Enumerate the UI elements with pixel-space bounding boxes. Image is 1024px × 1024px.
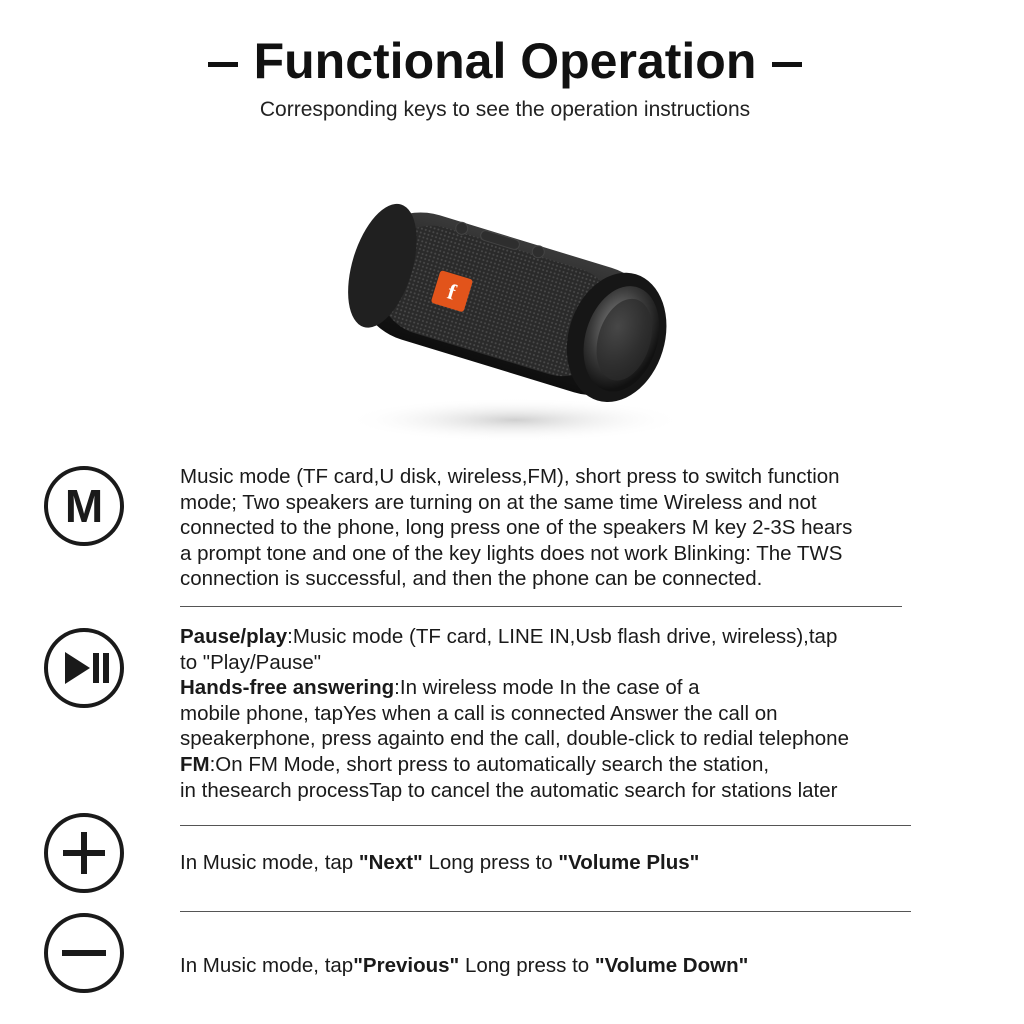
page-title [0, 32, 1010, 90]
play-pause-icon [44, 628, 124, 708]
m-key-description [180, 464, 900, 592]
minus-long-action: "Volume Down" [594, 954, 749, 977]
handsfree-text: :In wireless mode In the case of a [394, 676, 700, 700]
page-subtitle: Corresponding keys to see the operation instructions [259, 98, 751, 121]
m-key-line: connection is successful, and then the phone can be connected. [180, 567, 763, 591]
section-divider [180, 825, 911, 826]
play-line-5: speakerphone, press againto end the call, double-click to redial telephone [180, 727, 849, 751]
play-line-2: to "Play/Pause" [180, 650, 322, 674]
handsfree-label: Hands-free answering [180, 676, 395, 700]
play-line-3 [180, 675, 900, 701]
play-line-6 [180, 752, 900, 778]
minus-action: "Previous" [353, 954, 460, 977]
plus-long-action: "Volume Plus" [558, 851, 700, 874]
section-divider [180, 911, 911, 912]
m-key-icon [44, 466, 124, 546]
title-text: Functional Operation [253, 33, 757, 89]
minus-icon [44, 913, 124, 993]
m-key-line: a prompt tone and one of the key lights does not work Blinking: The TWS [180, 541, 843, 565]
section-divider [180, 606, 902, 607]
m-letter: M [64, 480, 104, 532]
play-line-4: mobile phone, tapYes when a call is connected Answer the call on [180, 701, 778, 725]
speaker-logo: f [444, 278, 459, 305]
minus-line [180, 953, 900, 979]
title-dash-right [772, 62, 802, 67]
fm-label: FM [180, 752, 210, 776]
speaker-illustration [320, 180, 700, 450]
speaker-image [320, 180, 700, 450]
plus-key-description [180, 850, 900, 876]
plus-prefix: In Music mode, tap [180, 851, 359, 874]
play-line-7: in thesearch processTap to cancel the automatic search for stations later [180, 778, 838, 802]
pause-play-label: Pause/play [180, 625, 288, 648]
m-key-line: mode; Two speakers are turning on at the same time Wireless and not [180, 490, 817, 514]
m-key-line: Music mode (TF card,U disk, wireless,FM), short press to switch function [180, 465, 840, 488]
plus-line [180, 850, 900, 876]
minus-prefix: In Music mode, tap [180, 954, 354, 977]
plus-action: "Next" [358, 851, 423, 874]
minus-middle: Long press to [459, 954, 595, 977]
play-line-1 [180, 624, 900, 650]
title-dash-left [208, 62, 238, 67]
m-key-line: connected to the phone, long press one of the speakers M key 2-3S hears [180, 516, 853, 540]
play-key-description [180, 624, 900, 803]
pause-play-text: :Music mode (TF card, LINE IN,Usb flash drive, wireless),tap [287, 625, 838, 648]
fm-text: :On FM Mode, short press to automatically search the station, [209, 752, 770, 776]
minus-key-description [180, 953, 900, 979]
plus-icon [44, 813, 124, 893]
plus-middle: Long press to [422, 851, 559, 874]
